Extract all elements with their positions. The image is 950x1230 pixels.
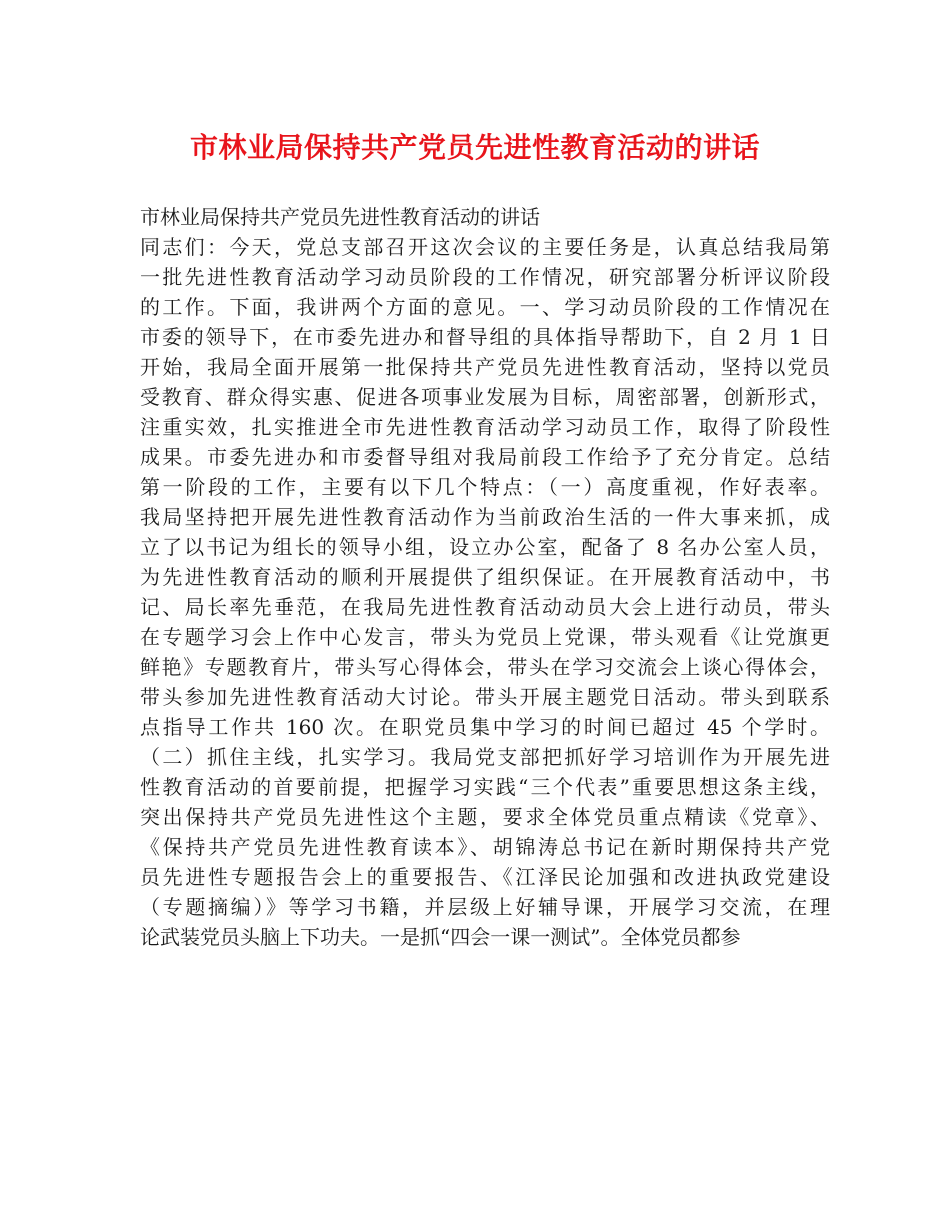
- paragraph-line: 鲜艳》专题教育片，带头写心得体会，带头在学习交流会上谈心得体会，: [140, 655, 830, 679]
- paragraph-line: 注重实效，扎实推进全市先进性教育活动学习动员工作，取得了阶段性: [140, 415, 830, 439]
- paragraph-line: 的工作。下面，我讲两个方面的意见。一、学习动员阶段的工作情况在: [140, 295, 830, 319]
- paragraph-line: 受教育、群众得实惠、促进各项事业发展为目标，周密部署，创新形式，: [140, 385, 830, 409]
- document-body: [140, 202, 830, 952]
- document-title: 市林业局保持共产党员先进性教育活动的讲话: [189, 131, 760, 164]
- paragraph-line: 立了以书记为组长的领导小组，设立办公室，配备了 8 名办公室人员，: [140, 535, 830, 559]
- paragraph-line: 记、局长率先垂范，在我局先进性教育活动动员大会上进行动员，带头: [140, 595, 830, 619]
- paragraph-line: 点指导工作共 160 次。在职党员集中学习的时间已超过 45 个学时。: [140, 715, 830, 739]
- paragraph-line: 同志们：今天，党总支部召开这次会议的主要任务是，认真总结我局第: [140, 235, 830, 259]
- paragraph-line: 《保持共产党员先进性教育读本》、胡锦涛总书记在新时期保持共产党: [140, 835, 830, 859]
- paragraph-line: 性教育活动的首要前提，把握学习实践“三个代表”重要思想这条主线，: [140, 775, 830, 799]
- paragraph-line: 成果。市委先进办和市委督导组对我局前段工作给予了充分肯定。总结: [140, 445, 830, 469]
- paragraph-line: 论武装党员头脑上下功夫。一是抓“四会一课一测试”。全体党员都参: [140, 925, 741, 949]
- paragraph-line: 为先进性教育活动的顺利开展提供了组织保证。在开展教育活动中，书: [140, 565, 830, 589]
- paragraph-line: 突出保持共产党员先进性这个主题，要求全体党员重点精读《党章》、: [140, 805, 830, 829]
- paragraph-line: 一批先进性教育活动学习动员阶段的工作情况，研究部署分析评议阶段: [140, 265, 830, 289]
- paragraph-line: （二）抓住主线，扎实学习。我局党支部把抓好学习培训作为开展先进: [140, 745, 830, 769]
- paragraph-line: 我局坚持把开展先进性教育活动作为当前政治生活的一件大事来抓，成: [140, 505, 830, 529]
- paragraph-line: （专题摘编）》等学习书籍，并层级上好辅导课，开展学习交流，在理: [140, 895, 830, 919]
- paragraph-line: 在专题学习会上作中心发言，带头为党员上党课，带头观看《让党旗更: [140, 625, 830, 649]
- paragraph-line: 开始，我局全面开展第一批保持共产党员先进性教育活动，坚持以党员: [140, 355, 830, 379]
- paragraph-line: 市林业局保持共产党员先进性教育活动的讲话: [140, 205, 540, 229]
- paragraph-line: 员先进性专题报告会上的重要报告、《江泽民论加强和改进执政党建设: [140, 865, 830, 889]
- paragraph-line: 带头参加先进性教育活动大讨论。带头开展主题党日活动。带头到联系: [140, 685, 830, 709]
- paragraph-line: 第一阶段的工作，主要有以下几个特点：（一）高度重视，作好表率。: [140, 475, 830, 499]
- paragraph-line: 市委的领导下，在市委先进办和督导组的具体指导帮助下，自 2 月 1 日: [140, 325, 830, 349]
